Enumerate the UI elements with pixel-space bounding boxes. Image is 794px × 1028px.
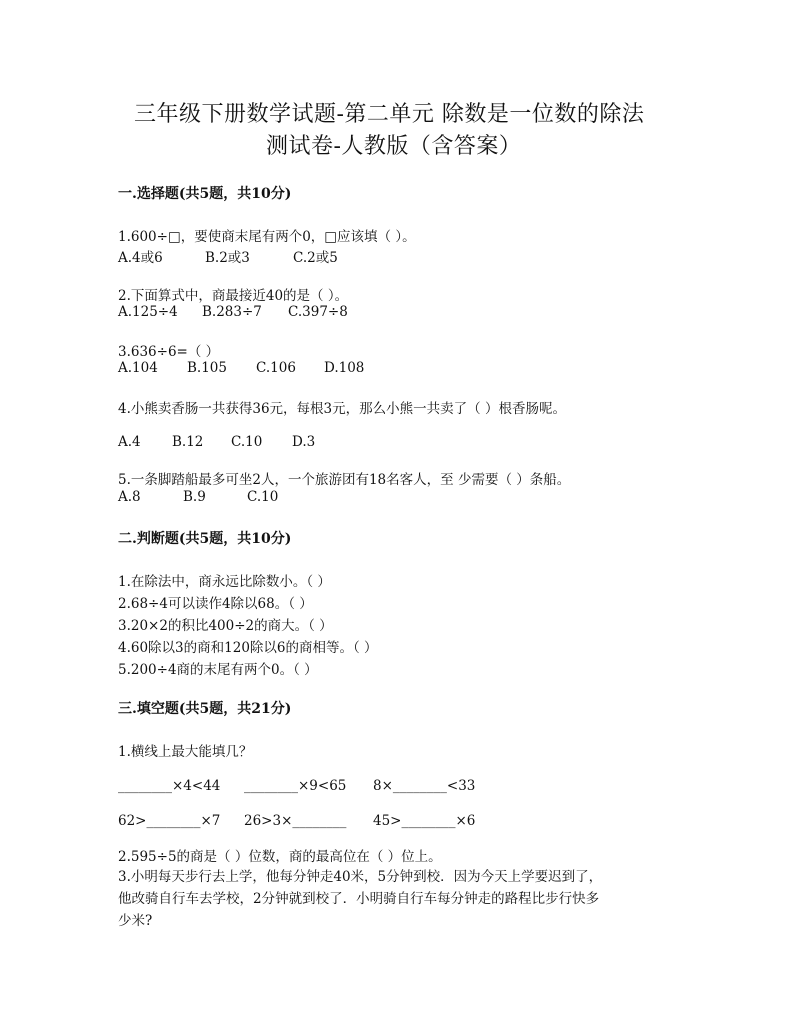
page-title-line2: 测试卷-人教版（含答案） bbox=[266, 134, 522, 159]
judge-item: 1.在除法中，商永远比除数小。（ ） bbox=[118, 574, 331, 590]
judge-item: 5.200÷4商的末尾有两个0。（ ） bbox=[118, 662, 318, 678]
option: D.108 bbox=[324, 360, 365, 376]
option: C.10 bbox=[247, 489, 279, 505]
fill-blank: 62>________×7 bbox=[118, 813, 221, 829]
page-title-line1: 三年级下册数学试题-第二单元 除数是一位数的除法 bbox=[134, 102, 645, 127]
judge-item: 2.68÷4可以读作4除以68。（ ） bbox=[118, 596, 313, 612]
judge-item: 4.60除以3的商和120除以6的商相等。（ ） bbox=[118, 640, 378, 656]
question-3-options bbox=[118, 360, 364, 376]
section1-heading: 一.选择题(共5题，共10分) bbox=[118, 186, 292, 202]
option: B.105 bbox=[187, 360, 227, 376]
fill-blank: 26>3×________ bbox=[244, 813, 347, 829]
judge-item: 3.20×2的积比400÷2的商大。（ ） bbox=[118, 618, 333, 634]
fill-question-2: 2.595÷5的商是（ ）位数，商的最高位在（ ）位上。 bbox=[118, 849, 442, 865]
section3-heading: 三.填空题(共5题，共21分) bbox=[118, 701, 292, 717]
question-1-options bbox=[118, 246, 338, 266]
option: B.9 bbox=[183, 489, 206, 505]
option: B.2或3 bbox=[205, 250, 250, 266]
fill-blank: 8×________<33 bbox=[373, 778, 476, 794]
option: B.12 bbox=[172, 434, 204, 450]
option: B.283÷7 bbox=[202, 304, 262, 320]
option: C.106 bbox=[256, 360, 296, 376]
question-5: 5.一条脚踏船最多可坐2人，一个旅游团有18名客人，至 少需要（ ）条船。 bbox=[118, 472, 571, 488]
question-5-options bbox=[118, 489, 278, 505]
question-2: 2.下面算式中，商最接近40的是（ ）。 bbox=[118, 288, 349, 304]
option: A.4 bbox=[118, 434, 141, 450]
fill-blank: ________×9<65 bbox=[244, 778, 347, 794]
option: D.3 bbox=[292, 434, 316, 450]
fill-question-1: 1.横线上最大能填几？ bbox=[118, 744, 253, 760]
option: A.4或6 bbox=[118, 250, 163, 266]
section2-heading: 二.判断题(共5题，共10分) bbox=[118, 531, 292, 547]
fill-question-3-line2: 他改骑自行车去学校，2分钟就到校了．小明骑自行车每分钟走的路程比步行快多 bbox=[118, 891, 600, 907]
question-1: 1.600÷□，要使商末尾有两个0，□应该填（ ）。 bbox=[118, 229, 416, 245]
option: A.104 bbox=[118, 360, 158, 376]
fill-question-3-line1: 3.小明每天步行去上学，他每分钟走40米，5分钟到校．因为今天上学要迟到了， bbox=[118, 869, 603, 885]
fill-question-3-line3: 少米? bbox=[118, 913, 153, 929]
option: A.125÷4 bbox=[118, 304, 178, 320]
question-3: 3.636÷6=（ ） bbox=[118, 344, 220, 360]
fill-blank: ________×4<44 bbox=[118, 778, 221, 794]
question-2-options bbox=[118, 304, 348, 320]
question-4: 4.小熊卖香肠一共获得36元，每根3元，那么小熊一共卖了（ ）根香肠呢。 bbox=[118, 401, 566, 417]
option: C.2或5 bbox=[293, 250, 338, 266]
option: C.397÷8 bbox=[288, 304, 348, 320]
option: C.10 bbox=[231, 434, 263, 450]
option: A.8 bbox=[118, 489, 141, 505]
fill-blank: 45>________×6 bbox=[373, 813, 476, 829]
question-4-options bbox=[118, 434, 315, 450]
